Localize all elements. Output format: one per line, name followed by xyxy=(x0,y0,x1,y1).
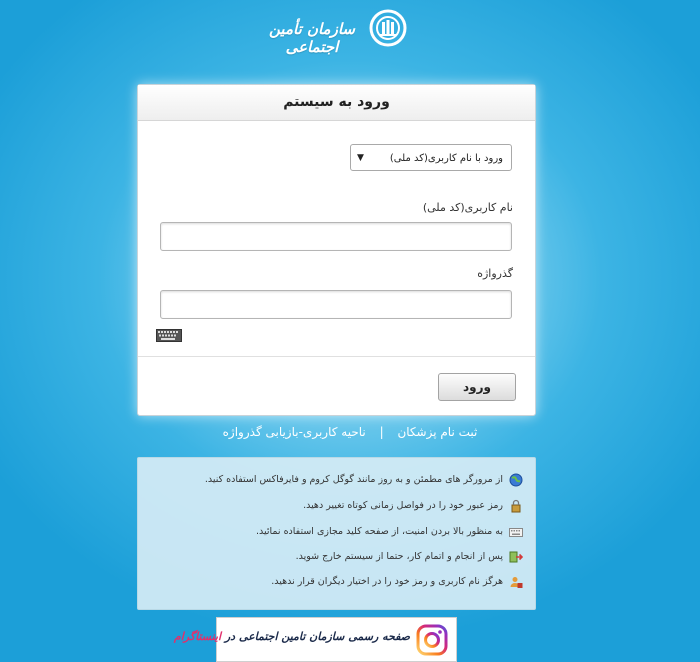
link-separator: | xyxy=(379,425,384,439)
password-recovery-link[interactable]: ناحیه کاربری-بازیابی گذرواژه xyxy=(222,425,366,439)
tip-text: پس از انجام و اتمام کار، حتما از سیستم خارج شوید. xyxy=(295,551,503,562)
login-button[interactable]: ورود xyxy=(438,373,516,401)
tip-item xyxy=(148,548,523,566)
virtual-keyboard-icon[interactable] xyxy=(156,329,182,342)
tip-item xyxy=(148,497,523,515)
user-lock-icon xyxy=(509,575,523,589)
login-panel xyxy=(137,84,536,416)
security-tips-panel xyxy=(137,457,536,610)
username-label: نام کاربری(کد ملی) xyxy=(422,201,513,214)
tip-text: به منظور بالا بردن امنیت، از صفحه کلید مجازی استفاده نمائید. xyxy=(256,526,503,537)
globe-icon xyxy=(509,473,523,487)
login-method-select[interactable] xyxy=(350,144,512,171)
username-input[interactable] xyxy=(160,222,512,251)
tip-item xyxy=(148,471,523,489)
tamin-emblem-icon xyxy=(368,8,408,48)
tip-text: هرگز نام کاربری و رمز خود را در اختیار دیگران قرار ندهید. xyxy=(271,576,503,587)
login-title: ورود به سیستم xyxy=(138,85,535,121)
auth-links xyxy=(0,425,700,439)
organization-name: سازمان تأمین اجتماعی xyxy=(269,20,355,56)
instagram-banner[interactable] xyxy=(173,617,457,662)
instagram-caption xyxy=(174,630,410,643)
form-divider xyxy=(138,356,535,357)
password-label: گذرواژه xyxy=(477,267,513,280)
tip-item xyxy=(148,523,523,541)
instagram-caption-main: صفحه رسمی سازمان تامین اجتماعی در xyxy=(224,630,410,643)
tip-text: رمز عبور خود را در فواصل زمانی کوتاه تغییر دهید. xyxy=(303,500,503,511)
tip-text: از مرورگر های مطمئن و به روز مانند گوگل کروم و فایرفاکس استفاده کنید. xyxy=(204,474,503,485)
login-method-value: ورود با نام کاربری(کد ملی) xyxy=(389,153,503,164)
password-icon xyxy=(509,499,523,513)
password-input[interactable] xyxy=(160,290,512,319)
logout-icon xyxy=(509,550,523,564)
chevron-down-icon: ▼ xyxy=(357,153,364,163)
instagram-caption-highlight: اینستاگرام xyxy=(173,630,222,643)
instagram-icon xyxy=(416,624,448,656)
doctor-registration-link[interactable]: ثبت نام پزشکان xyxy=(397,425,478,439)
tip-item xyxy=(148,573,523,591)
site-header xyxy=(0,8,700,56)
keyboard-icon xyxy=(509,525,523,539)
